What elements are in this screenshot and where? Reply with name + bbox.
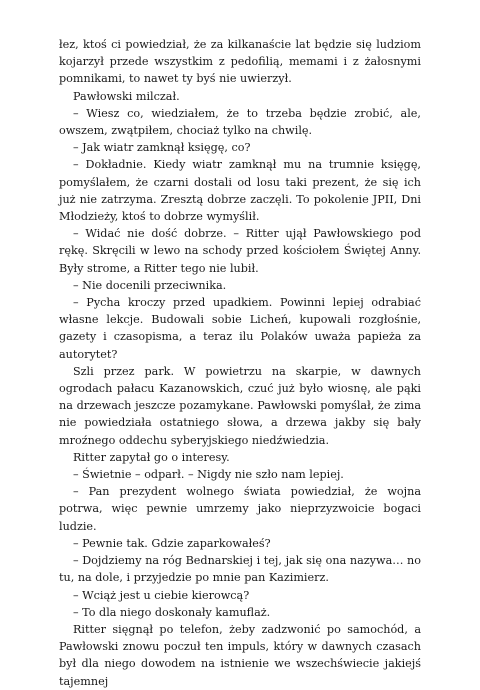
paragraph: Szli przez park. W powietrzu na skarpie, w dawnych ogrodach pałacu Kazanowskich, czuć już było wiosnę, ale pąki na drzewach jeszcze pozamykane. Pawłowski pomyślał, że zima nie powiedziała ostatniego słowa, a drzewa jakby się bały mroźnego oddechu syberyjskiego niedźwiedzia. <box>59 364 421 447</box>
paragraph: – Pycha kroczy przed upadkiem. Powinni lepiej odrabiać własne lekcje. Budowali sobie Licheń, kupowali rozgłośnie, gazety i czasopisma, a teraz ilu Polaków uważa papieża za autorytet? <box>59 296 421 361</box>
paragraph: łez, ktoś ci powiedział, że za kilkanaście lat będzie się ludziom kojarzył przede wszystkim z pedofilią, memami i z żałosnymi pomnikami, to nawet ty byś nie uwierzył. <box>59 38 421 86</box>
paragraph: – Pewnie tak. Gdzie zaparkowałeś? <box>73 536 271 550</box>
paragraph: – Dokładnie. Kiedy wiatr zamknął mu na trumnie księgę, pomyślałem, że czarni dostali od losu taki prezent, że się ich już nie zatrzyma. Zresztą dobrze zaczęli. To pokolenie JPII, Dni Młodzieży, ktoś to dobrze wymyślił. <box>59 158 421 224</box>
paragraph: – Wiesz co, wiedziałem, że to trzeba będzie zrobić, ale, owszem, zwątpiłem, chociaż tylko na chwilę. <box>59 106 421 138</box>
paragraph: – Widać nie dość dobrze. – Ritter ujął Pawłowskiego pod rękę. Skręcili w lewo na schody przed kościołem Świętej Anny. Były strome, a Ritter tego nie lubił. <box>59 227 421 275</box>
paragraph: – Świetnie – odparł. – Nigdy nie szło nam lepiej. <box>73 468 344 482</box>
paragraph: Pawłowski milczał. <box>73 89 180 103</box>
page-text <box>59 36 421 690</box>
paragraph: – To dla niego doskonały kamuflaż. <box>73 605 271 619</box>
paragraph: Ritter sięgnął po telefon, żeby zadzwonić po samochód, a Pawłowski znowu poczuł ten impuls, który w dawnych czasach był dla niego dowodem na istnienie we wszechświecie jakiejś tajemnej <box>59 622 421 688</box>
paragraph: – Jak wiatr zamknął księgę, co? <box>73 141 251 155</box>
paragraph: – Wciąż jest u ciebie kierowcą? <box>73 588 250 602</box>
paragraph: – Nie docenili przeciwnika. <box>73 278 227 292</box>
paragraph: – Dojdziemy na róg Bednarskiej i tej, jak się ona nazywa… no tu, na dole, i przyjedzie po mnie pan Kazimierz. <box>59 554 421 585</box>
paragraph: – Pan prezydent wolnego świata powiedział, że wojna potrwa, więc pewnie umrzemy jako nieprzyzwoicie bogaci ludzie. <box>59 485 421 533</box>
paragraph: Ritter zapytał go o interesy. <box>73 450 230 464</box>
